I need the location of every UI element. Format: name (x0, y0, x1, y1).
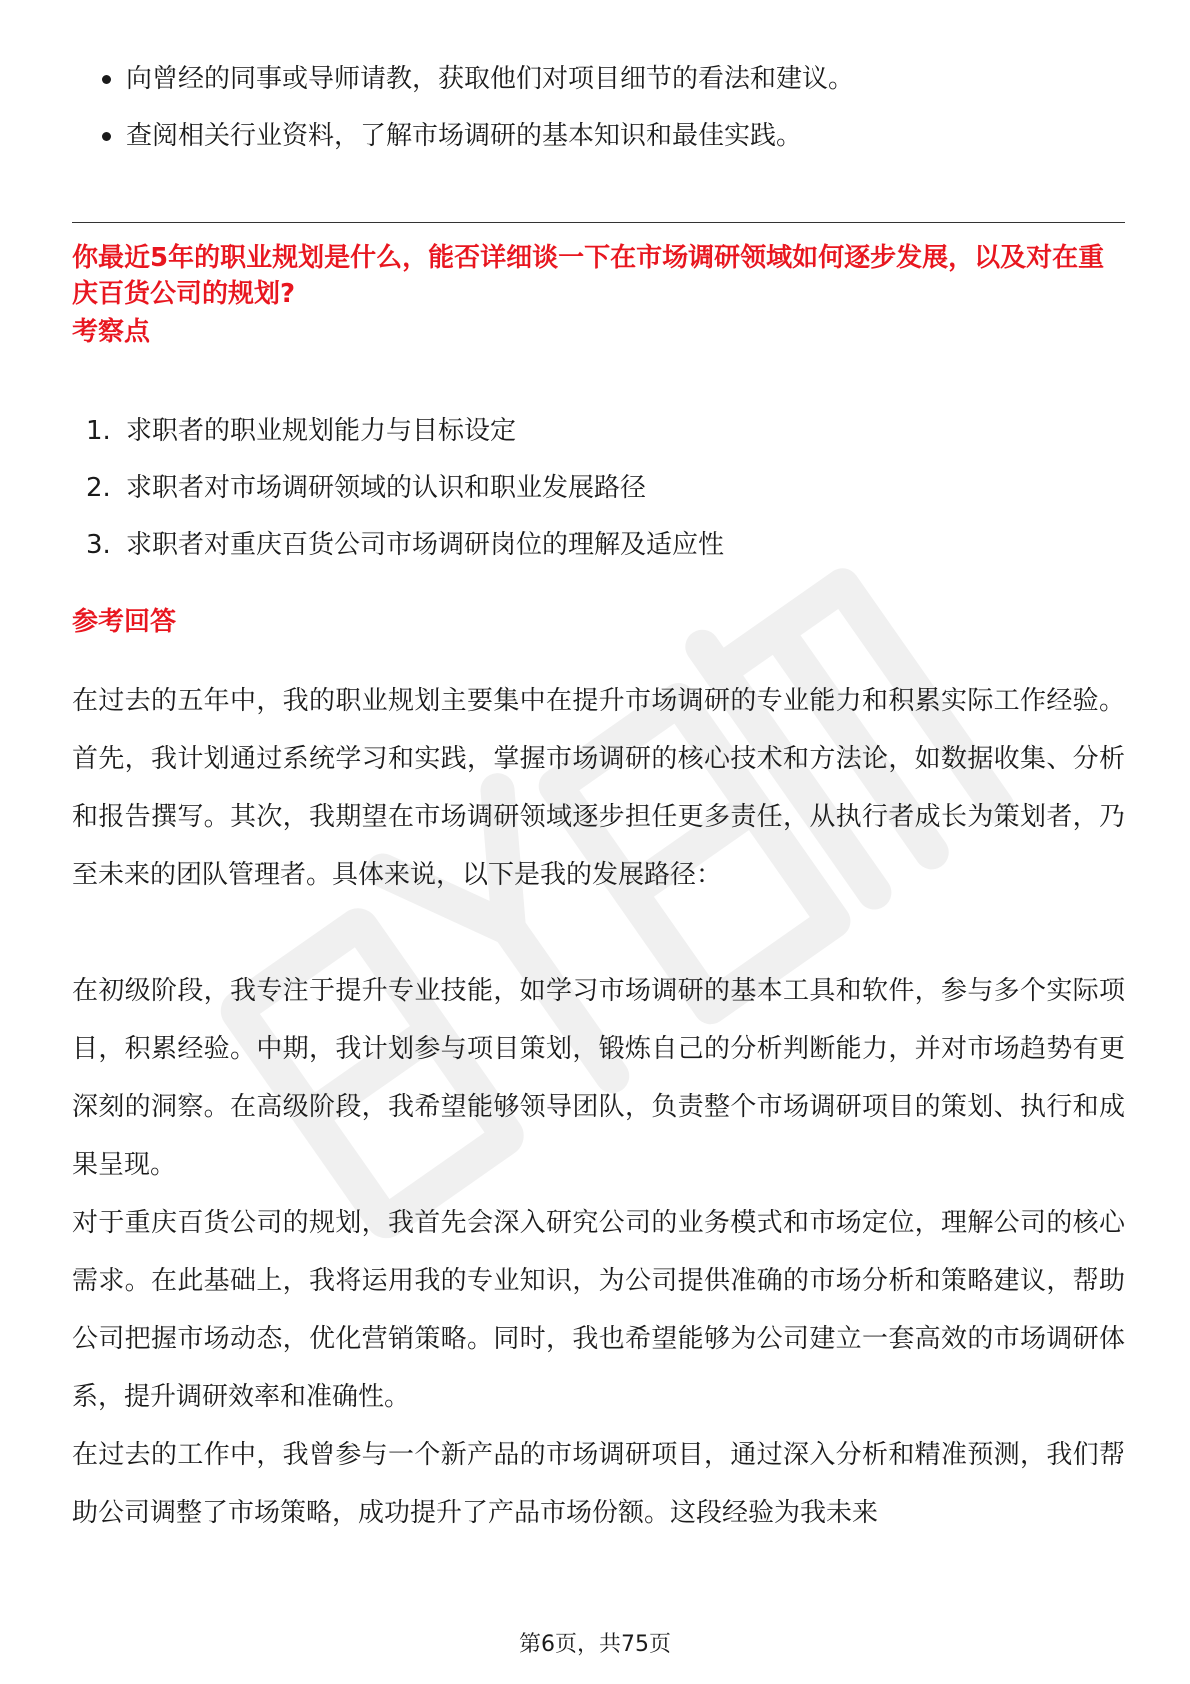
bullet-dot-icon (102, 132, 111, 141)
answer-paragraph: 在初级阶段，我专注于提升专业技能，如学习市场调研的基本工具和软件，参与多个实际项目，积累经验。中期，我计划参与项目策划，锻炼自己的分析判断能力，并对市场趋势有更深刻的洞察。在高级阶段，我希望能够领导团队，负责整个市场调研项目的策划、执行和成果呈现。 (72, 976, 1125, 1180)
list-item (72, 412, 1122, 450)
list-item (72, 117, 1122, 155)
answer-paragraph: 在过去的工作中，我曾参与一个新产品的市场调研项目，通过深入分析和精准预测，我们帮助公司调整了市场策略，成功提升了产品市场份额。这段经验为我未来 (72, 1440, 1125, 1528)
list-item (72, 526, 1122, 564)
list-item-text: 求职者对市场调研领域的认识和职业发展路径 (126, 473, 647, 503)
interview-question: 你最近5年的职业规划是什么，能否详细谈一下在市场调研领域如何逐步发展，以及对在重庆百货公司的规划? (72, 243, 1105, 309)
examine-points-list (72, 412, 1122, 583)
list-item-text: 查阅相关行业资料，了解市场调研的基本知识和最佳实践。 (126, 121, 803, 151)
section-divider (72, 222, 1125, 223)
list-item-text: 向曾经的同事或导师请教，获取他们对项目细节的看法和建议。 (126, 64, 855, 94)
answer-paragraph: 在过去的五年中，我的职业规划主要集中在提升市场调研的专业能力和积累实际工作经验。首先，我计划通过系统学习和实践，掌握市场调研的核心技术和方法论，如数据收集、分析和报告撰写。其次，我期望在市场调研领域逐步担任更多责任，从执行者成长为策划者，乃至未来的团队管理者。具体来说，以下是我的发展路径： (72, 686, 1125, 890)
page-number: 第6页，共75页 (519, 1632, 671, 1657)
list-item-number: 3. (86, 530, 111, 560)
reference-answer-title: 参考回答 (72, 607, 177, 637)
answer-paragraph: 对于重庆百货公司的规划，我首先会深入研究公司的业务模式和市场定位，理解公司的核心需求。在此基础上，我将运用我的专业知识，为公司提供准确的市场分析和策略建议，帮助公司把握市场动态，优化营销策略。同时，我也希望能够为公司建立一套高效的市场调研体系，提升调研效率和准确性。 (72, 1208, 1125, 1412)
bullet-dot-icon (102, 75, 111, 84)
list-item-text: 求职者的职业规划能力与目标设定 (126, 416, 517, 446)
examine-points-title: 考察点 (72, 317, 151, 347)
tips-list (72, 60, 1122, 174)
list-item (72, 60, 1122, 98)
list-item (72, 469, 1122, 507)
list-item-number: 1. (86, 416, 111, 446)
list-item-number: 2. (86, 473, 111, 503)
list-item-text: 求职者对重庆百货公司市场调研岗位的理解及适应性 (126, 530, 725, 560)
